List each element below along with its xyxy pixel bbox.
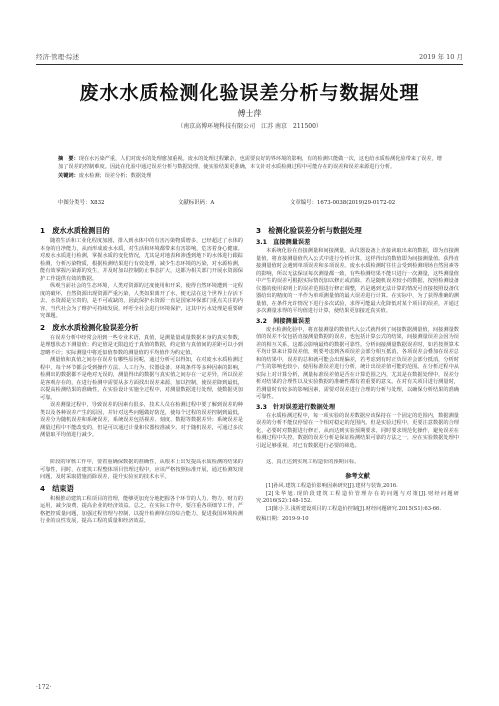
paragraph: 废水检测化验中，将直接测量的数值代入公式就得到了间接数据测量值，间接测量数值的误差不仅包括直接测量数据的误差，也包括计算公式的结果，间接测量误差会因为误差的相互关系，这都会影响最终的数据可靠性。分析间接测量数据误差时，如若按照算术平均计算来计算误差值，则要考虑到各项误差会部分相互抵消，各项误差会叠加在误差总和的结果中，误差的总和就可能会出现偏差，若考虑到有时正负误差会部分抵消，分析时产生的影响也较小，使用标准误差进行分析，统计出误差值可能的范围。在分析过程中从实际上对计算分析，测量标准误差值是否在计算范围之内，尤其是在数据处理中，误差分析对结果的合理性以及实验数据的准确性都有着重要的意义。在对有关项目进行测量时，若测量时有较多的影响因素，需要对误差进行合理的分析与处理，以确保分析结果的准确可靠性。 bbox=[256, 326, 459, 400]
author-name: 傅士萍 bbox=[237, 109, 262, 118]
column-left-bottom bbox=[40, 459, 243, 677]
column-right-top bbox=[256, 224, 459, 460]
abstract-text: 现在水污染严重，人们对废水的处理愈加重视。废水的处理过程繁杂，也需要良好的界环境的影响，有的检测只能做一次，这也给水质检测化验带来了误差，增加了误差的控制难度。因此在化验中通过误差分析与数据处理，使实验结果更准确，本文针对水质检测过程中可能存在的误差和误差来源进行分析。 bbox=[58, 156, 442, 171]
keywords-text: 废水检测；误差分析；数据处理 bbox=[78, 172, 152, 179]
paragraph: 测量值和真值之间存在误差有哪些原因呢，通过分析可以得知，在对废水水质检测过程中，每个环节都会受到操作方法、人工行为、仪器设备、环境条件等多种因素的影响，检测出的数据都不是绝对无误的，测量得出的数据与真实值之间存在一定差异，所以误差是客观存在的，在进行检测中需要从多方面找出误差来源，加以控制，使误差降到最低，以提高检测结果的准确性，在实验设计实施全过程中，对测量数据进行处理，使数据更加可靠。 bbox=[40, 357, 243, 401]
paragraph: 本系统化验在直接测量和间接测量。从仪器设备上直接读取出来的数据，即为直接测量值，将直接测量值代入公式中进行分析计算，这样得出的数值即为间接测量值。获得直接测量值时会遇到单项误差和多项误差。废水水质检测时往往会受到检测现场自然因素等的影响，所以无法保证每次测量都一致，有些检测结果不能只进行一次测量，这些测量值中产生的误差可根据实际情况加以修正或消除，若是随机误差较小的数据，按照检测设备仪器的使用说明上的误差范围进行修正调整，若是遇到无法计算的情况可直接按照设备仪器给出的精度的一半作为单项测量值的最大误差进行计算。在实际中，为了获得准确的测量值，在条件允许情况下进行多次试验，求得可能最大化降低对某个项目的误差，并通过多次测量求得的平均值进行计算，使结果更加接近真实值。 bbox=[256, 248, 459, 314]
subsection-heading: 3.3 针对误差进行数据处理 bbox=[256, 403, 336, 411]
section-heading: 3 检测化验误差分析与数据处理 bbox=[256, 226, 362, 235]
header-date: 2019 年 10 月 bbox=[418, 53, 463, 61]
paragraph: 阶段的审核工作中，要着重确保数据的准确性，从根本上出发提高水质检测的结果的可靠性，同时，在建筑工程整体项目管理过程中，应该严格按照标准开展，通过检测发现问题，及时采取措施消除误差，提升实验室的技术水平。 bbox=[40, 459, 243, 480]
reference-item: [2]朱华旭.现阶段建筑工程造价管理存在的问题与对策[J].财经问题研究.2016(S2):148-152. bbox=[256, 490, 459, 504]
header-journal-section: 经济·管理·综述 bbox=[36, 53, 80, 61]
page-number: ·172· bbox=[36, 684, 52, 691]
article-number: 文章编号：1673-0038(2019)29-0172-02 bbox=[290, 200, 396, 206]
column-left-top bbox=[40, 224, 243, 460]
subsection-heading: 3.2 间接测量误差 bbox=[256, 317, 311, 325]
received-date: 收稿日期：2019-9-10 bbox=[256, 516, 309, 522]
column-right-bottom bbox=[256, 459, 459, 677]
references-title: 参考文献 bbox=[345, 472, 370, 480]
classification-line bbox=[58, 198, 443, 207]
paragraph: 积极推动建筑工程项目的管理，能够更加充分地把握各个环节的人力、物力、财力的运用，减少浪费，提高企业的经济效益。总之，在实际工作中，要注重各项细节工作，严格把控质量问题，加强过程管理与控制，以提升检测单位的综合能力，促进我国环境检测行业的良性发展，提高工程的质量和经济效益。 bbox=[40, 495, 243, 524]
header-rule bbox=[36, 64, 463, 65]
paragraph: 纵观当前社会的生态环境，人类对资源的过度使用和开采，使得自然环境遭到一定程度的破坏，自然资源出现资源严重污染，人类如果离开了水，便无法在这个世界上存活下去，水资源是宝贵的，是不可或缺的，因此保护水资源一直是国家环保部门重点关注的内容，当代社会为了维护可持续发展，呼吁全社会进行环境保护，这其中污水处理是重要研究课题。 bbox=[40, 283, 243, 319]
running-header bbox=[36, 52, 463, 62]
abstract-label: 摘 要： bbox=[58, 156, 79, 162]
paragraph: 误差测量过程中，导致误差的因素有很多，技术人员在检测过程中要了解到误差的种类以及各种误差产生的原因，并针对这些问题做好防范，使每个过程的误差控制到最低，误差分为随机误差和系统误差，系统误差包括视差、刻度、数据等数据差异；系统误差是测量过程中不能改变的，但是可以通过计量和仪器校准减少。对于随机误差，可通过多次测量取平均值进行减少。 bbox=[40, 402, 243, 438]
reference-item: [1]孙风.建筑工程造价影响因素研究[J].建材与装饰,2016. bbox=[266, 483, 398, 489]
clc-number: 中图分类号：X832 bbox=[58, 200, 105, 206]
paragraph: 在误差分析中经常会用到一些专业术语，真值，是测量量或量数据本身的真实参数，是理想状态下测量值；约定值是无限趋近于真值的数据，约定值与真值间的差距可以小到忽略不计；实际测量中将近似值参数的测量值的平均值作为约定值。 bbox=[40, 334, 243, 356]
section-heading: 4 结束语 bbox=[40, 483, 74, 493]
paragraph: 这，真正达到实现工程造价的预期目标。 bbox=[266, 459, 360, 465]
keywords-label: 关键词： bbox=[58, 172, 79, 179]
section-heading: 2 废水水质检测化验误差分析 bbox=[40, 322, 139, 332]
paragraph: 在水质检测过程中，每一项实验的误差数据应该保持在一个固定的范围内，数据测量误差的分析不能仅停留在一个相对稳定的范围内。但是实验过程中，更要注意数据的合理化，必要时对数据进行修正，从而达到实验预期要求，同时要求规范化操作，避免误差在检测过程中失控。数据的误差分析是保证检测结果可靠的方法之一，应在实验数据处理中引起足够重视，对已有数据进行必要的筛选。 bbox=[256, 412, 459, 449]
subsection-heading: 3.1 直接测量误差 bbox=[256, 239, 311, 246]
paper-title: 废水水质检测化验误差分析与数据处理 bbox=[79, 82, 420, 104]
abstract-block bbox=[58, 155, 443, 180]
document-code: 文献标识码：A bbox=[178, 200, 215, 206]
paragraph: 随着生活和工业化程度加剧，排入到水体中的有害污染物质增多，已经超过了水体的本身的自净能力，从而形成废水水质，对生活和环境都带来有害影响，危害着身心健康。对废水水质进行检测，掌握水质的变化情况，尤其是对地表和渗透到地下的水体进行跟踪检测，分析污染物质，根据检测结果进行有效处理，减少生态环境的污染，对水源检测，能有效掌握污染源的发生，并及时加以控制防止事态扩大，这都为相关部门开展水资源保护工作提供有效的数据。 bbox=[40, 238, 243, 282]
reference-item: [3]陈小卫.浅析建设项目的工程造价控制[J].财经问题研究.2015(S1):63-66. bbox=[266, 505, 442, 512]
author-affiliation: （南京高博环境科技有限公司 江苏 南京 211500） bbox=[177, 123, 322, 130]
section-heading: 1 废水水质检测目的 bbox=[40, 226, 110, 235]
